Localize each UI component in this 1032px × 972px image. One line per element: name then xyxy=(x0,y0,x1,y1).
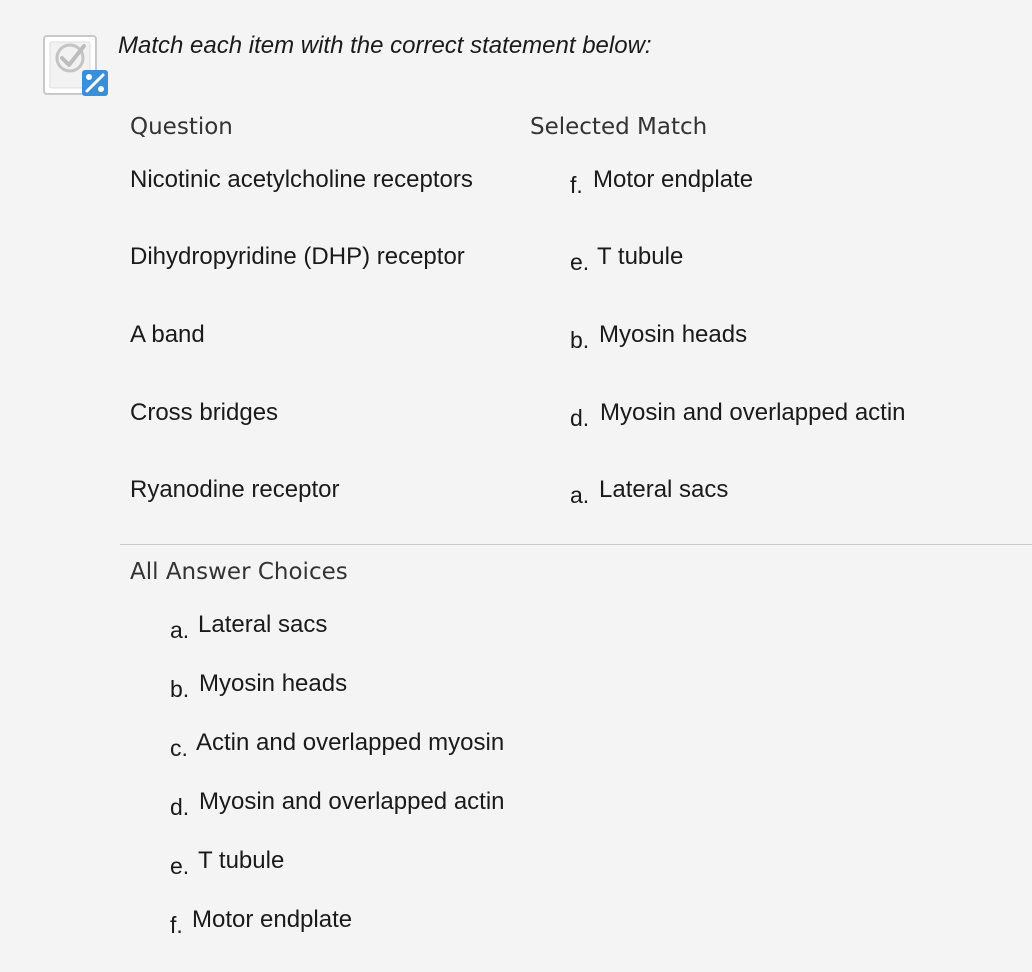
matching-percent-icon xyxy=(42,32,110,100)
match-letter: e. xyxy=(570,249,590,275)
choice-letter: b. xyxy=(170,676,190,702)
choice-text: Lateral sacs xyxy=(198,611,328,638)
answer-choice xyxy=(0,670,700,710)
match-letter: d. xyxy=(570,405,590,431)
section-divider xyxy=(120,544,1032,545)
answer-choice xyxy=(0,906,700,946)
choice-text: Myosin heads xyxy=(199,670,348,697)
choice-letter: c. xyxy=(170,735,188,761)
match-letter: f. xyxy=(570,172,583,198)
question-prompt: Match each item with the correct statement below: xyxy=(118,32,652,59)
match-row xyxy=(0,399,1032,439)
choice-text: T tubule xyxy=(198,847,285,874)
choice-letter: f. xyxy=(170,912,183,938)
match-answer: Lateral sacs xyxy=(599,476,729,503)
answer-choice xyxy=(0,729,700,769)
answer-choice xyxy=(0,611,700,651)
answer-choice xyxy=(0,788,700,828)
question-column-header: Question xyxy=(130,114,233,140)
choice-text: Actin and overlapped myosin xyxy=(196,729,505,756)
answer-choice xyxy=(0,847,700,887)
choice-letter: d. xyxy=(170,794,190,820)
answer-choices-header: All Answer Choices xyxy=(130,559,348,585)
match-row xyxy=(0,476,1032,516)
question-item: Dihydropyridine (DHP) receptor xyxy=(130,243,465,270)
match-answer: Myosin heads xyxy=(599,321,748,348)
match-answer: Motor endplate xyxy=(593,166,754,193)
match-row xyxy=(0,166,1032,206)
question-item: Cross bridges xyxy=(130,399,279,426)
match-letter: a. xyxy=(570,482,590,508)
match-letter: b. xyxy=(570,327,590,353)
match-row xyxy=(0,321,1032,361)
choice-text: Myosin and overlapped actin xyxy=(199,788,505,815)
choice-letter: a. xyxy=(170,617,190,643)
question-item: A band xyxy=(130,321,205,348)
match-row xyxy=(0,243,1032,283)
question-item: Nicotinic acetylcholine receptors xyxy=(130,166,473,193)
choice-letter: e. xyxy=(170,853,190,879)
match-answer: Myosin and overlapped actin xyxy=(600,399,906,426)
match-answer: T tubule xyxy=(597,243,684,270)
question-item: Ryanodine receptor xyxy=(130,476,340,503)
selected-match-column-header: Selected Match xyxy=(530,114,708,140)
choice-text: Motor endplate xyxy=(192,906,353,933)
